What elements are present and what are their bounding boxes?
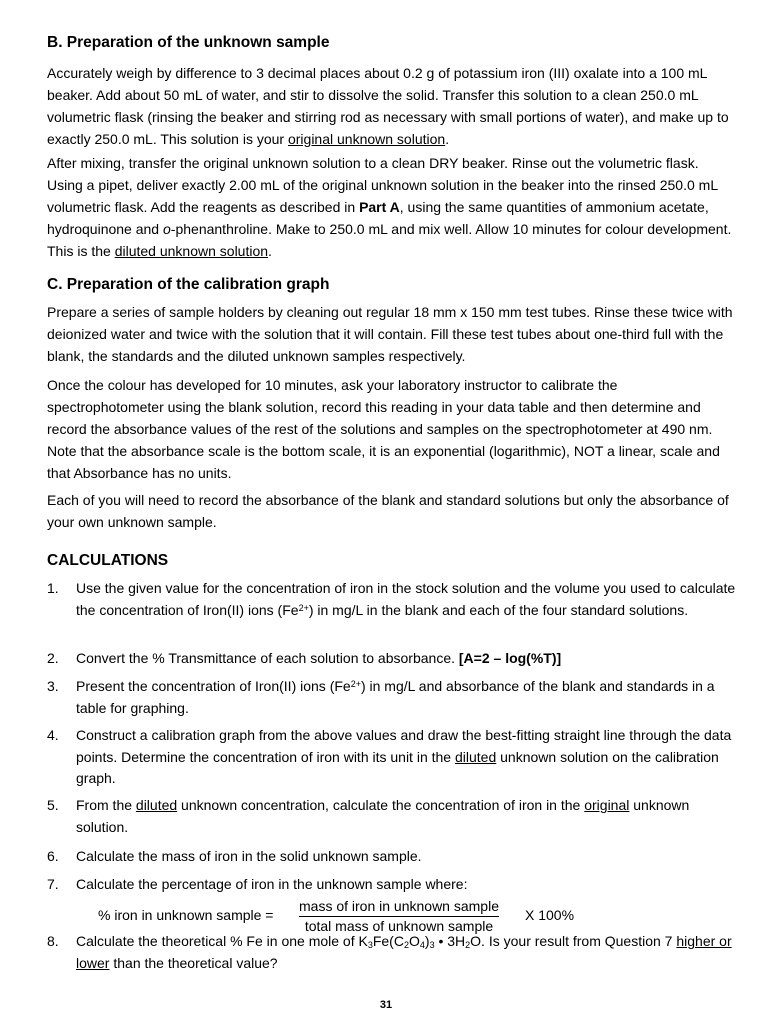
absorbance-formula: [A=2 – log(%T)] [458, 650, 562, 666]
section-c-paragraph-1: Prepare a series of sample holders by cleaning out regular 18 mm x 150 mm test tubes. Rinse these twice with deionized water and twice with the solution that it will contain. Fill these test tubes about one-third full with the blank, the standards and the diluted unknown samples respectively. [47, 304, 733, 364]
equation-fraction [299, 898, 499, 935]
document-page: B. Preparation of the unknown sample Accurately weigh by difference to 3 decimal places about 0.2 g of potassium iron (III) oxalate into a 100 mL beaker. Add about 50 mL of water, and stir to dissolve the solid. Transfer this solution to a clean 250.0 mL volumetric flask (rinsing the beaker and stirring rod as necessary with small portions of water), and make up to exactly 250.0 mL. This solution is your original unknown solution. After mixing, transfer the original unknown solution to a clean DRY beaker. Rinse out the volumetric flask. Using a pipet, deliver exactly 2.00 mL of the original unknown solution in the beaker into the rinsed 250.0 mL volumetric flask. Add the reagents as described in Part A, using the same quantities of ammonium acetate, hydroquinone and o-phenanthroline. Make to 250.0 mL and mix well. Allow 10 minutes for colour development. This is the diluted unknown solution. C. Preparation of the calibration graph Prepare a series of sample holders by cleaning out regular 18 mm x 150 mm test tubes. Rinse these twice with deionized water and twice with the solution that it will contain. Fill these test tubes about one-third full with the blank, the standards and the diluted unknown samples respectively. Once the colour has developed for 10 minutes, ask your laboratory instructor to calibrate the spectrophotometer using the blank solution, record this reading in your data table and then determine and record the absorbance values of the rest of the solutions and samples on the spectrophotometer at 490 nm. Note that the absorbance scale is the bottom scale, it is an exponential (logarithmic), NOT a linear, scale and that Absorbance has no units. Each of you will need to record the absorbance of the blank and standard solutions but only the absorbance of your own unknown sample. CALCULATIONS 1. Use the given value for the concentration of iron in the stock solution and the volume you used to calculate the concentration of Iron(II) ions $(Fe^{2+})$ in mg/L in the blank and each of the four standard solutions. 2. Convert the % Transmittance of each solution to absorbance. [A=2 – log(%T)] 3. Present the concentration of Iron(II) ions $(Fe^{2+})$ in mg/L and absorbance of the blank and standards in a table for graphing. 4. Construct a calibration graph from the above values and draw the best-fitting straight line through the data points. Determine the concentration of iron with its unit in the diluted unknown solution on the calibration graph. 5. From the diluted unknown concentration, calculate the concentration of iron in the original unknown solution. 6. Calculate the mass of iron in the solid unknown sample. 7. Calculate the percentage of iron in the unknown sample where: 8. Calculate the theoretical % Fe in one mole of $K_3Fe(C_2O_4)_3$ • $3H_2O$. Is your result from Question 7 higher or lower than the theoretical value? % iron in unknown sample = mass of iron in unknown sample total mass of unknown sample X 100% 31 [0, 0, 772, 1024]
section-c-heading: C. Preparation of the calibration graph [47, 276, 330, 293]
part-a-reference: Part A [359, 199, 400, 215]
percent-iron-equation [98, 898, 618, 934]
calculations-heading: CALCULATIONS [47, 552, 169, 569]
page-number: 31 [379, 999, 393, 1011]
section-b-paragraph-1: Accurately weigh by difference to 3 decimal places about 0.2 g of potassium iron (III) oxalate into a 100 mL beaker. Add about 50 mL of water, and stir to dissolve the solid. Transfer this solution to a clean 250.0 mL volumetric flask (rinsing the beaker and stirring rod as necessary with small portions of water), and make up to exactly 250.0 mL. This solution is your original unknown solution. [47, 65, 729, 147]
section-c-paragraph-3: Each of you will need to record the absorbance of the blank and standard solutions but only the absorbance of your own unknown sample. [47, 492, 729, 530]
section-c-paragraph-2: Once the colour has developed for 10 minutes, ask your laboratory instructor to calibrate the spectrophotometer using the blank solution, record this reading in your data table and then determine and record the absorbance values of the rest of the solutions and samples on the spectrophotometer at 490 nm. Note that the absorbance scale is the bottom scale, it is an exponential (logarithmic), NOT a linear, scale and that Absorbance has no units. [47, 377, 720, 481]
equation-numerator: mass of iron in unknown sample [299, 898, 499, 917]
equation-lhs: % iron in unknown sample = [98, 907, 274, 923]
section-b-paragraph-2: After mixing, transfer the original unknown solution to a clean DRY beaker. Rinse out the volumetric flask. Using a pipet, deliver exactly 2.00 mL of the original unknown solution in the beaker into the rinsed 250.0 mL volumetric flask. Add the reagents as described in Part A, using the same quantities of ammonium acetate, hydroquinone and o-phenanthroline. Make to 250.0 mL and mix well. Allow 10 minutes for colour development. This is the diluted unknown solution. [47, 155, 732, 259]
section-b-heading: B. Preparation of the unknown sample [47, 34, 330, 51]
equation-denominator: total mass of unknown sample [304, 918, 494, 934]
equation-multiplier: X 100% [525, 907, 575, 923]
diluted-unknown-solution-term: diluted unknown solution [114, 243, 269, 259]
original-unknown-solution-term: original unknown solution [287, 131, 446, 147]
